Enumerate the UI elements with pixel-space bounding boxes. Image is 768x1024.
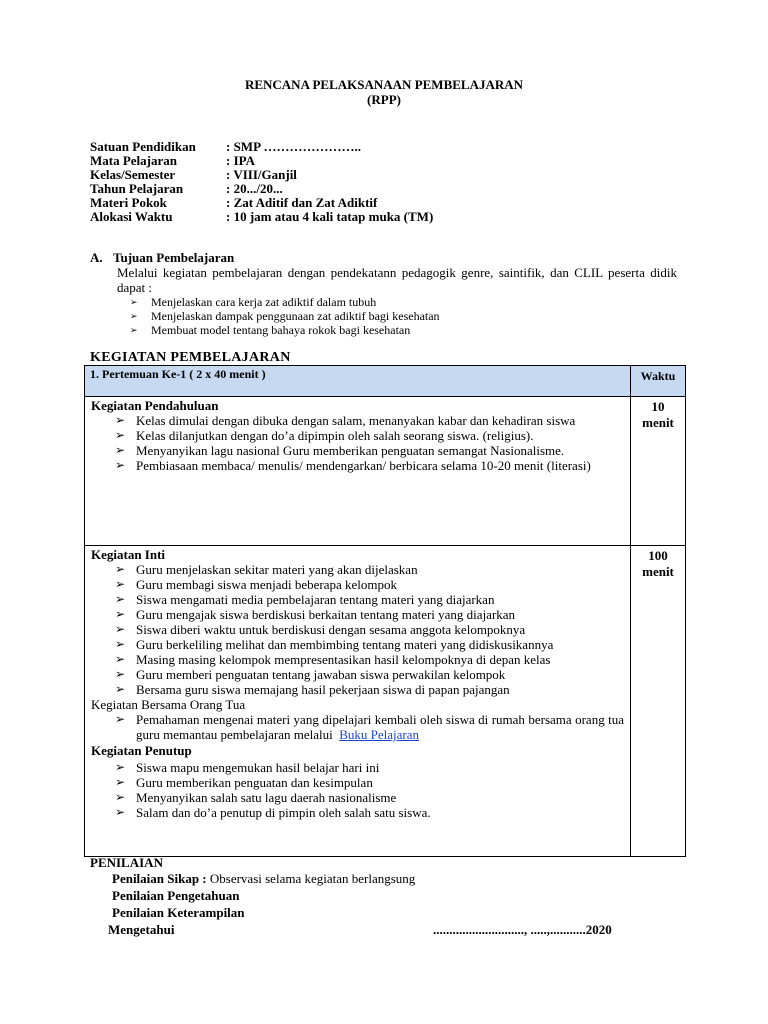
list-item-text: Siswa mapu mengemukan hasil belajar hari ini bbox=[136, 760, 380, 775]
arrow-bullet-icon: ➢ bbox=[130, 297, 138, 307]
list-item bbox=[115, 622, 624, 637]
pendahuluan-heading: Kegiatan Pendahuluan bbox=[91, 398, 219, 413]
list-item-text: Kelas dimulai dengan dibuka dengan salam, menanyakan kabar dan kehadiran siswa bbox=[136, 413, 576, 428]
identity-value: : 10 jam atau 4 kali tatap muka (TM) bbox=[226, 209, 434, 224]
penilaian-sikap bbox=[112, 871, 415, 887]
document-title: RENCANA PELAKSANAAN PEMBELAJARAN bbox=[244, 77, 524, 92]
header-waktu: Waktu bbox=[631, 366, 686, 397]
tujuan-item-text: Menjelaskan dampak penggunaan zat adiktif bagi kesehatan bbox=[151, 309, 440, 323]
penilaian-sikap-value: Observasi selama kegiatan berlangsung bbox=[209, 871, 416, 886]
identity-value: : 20.../20... bbox=[226, 181, 283, 196]
list-item-text: Guru mengajak siswa berdiskusi berkaitan tentang materi yang diajarkan bbox=[136, 607, 516, 622]
list-item bbox=[115, 682, 624, 697]
list-item bbox=[115, 428, 624, 443]
arrow-bullet-icon: ➢ bbox=[115, 652, 126, 666]
pendahuluan-cell bbox=[85, 397, 631, 546]
time-value: 100 bbox=[648, 548, 668, 563]
section-letter: A. bbox=[90, 250, 103, 265]
penilaian-keterampilan: Penilaian Keterampilan bbox=[112, 905, 245, 920]
pendahuluan-time bbox=[631, 397, 686, 546]
list-item bbox=[115, 562, 624, 577]
identity-label: Tahun Pelajaran bbox=[90, 181, 184, 196]
identity-value: : IPA bbox=[226, 153, 256, 168]
penilaian-pengetahuan: Penilaian Pengetahuan bbox=[112, 888, 240, 903]
list-item bbox=[115, 775, 624, 790]
identity-label: Mata Pelajaran bbox=[90, 153, 178, 168]
identity-value: : Zat Aditif dan Zat Adiktif bbox=[226, 195, 378, 210]
arrow-bullet-icon: ➢ bbox=[115, 458, 126, 472]
identity-label: Materi Pokok bbox=[90, 195, 167, 210]
arrow-bullet-icon: ➢ bbox=[115, 760, 126, 774]
list-item-text: Masing masing kelompok mempresentasikan hasil kelompoknya di depan kelas bbox=[136, 652, 551, 667]
arrow-bullet-icon: ➢ bbox=[115, 790, 126, 804]
arrow-bullet-icon: ➢ bbox=[115, 562, 126, 576]
document-subtitle: (RPP) bbox=[367, 92, 401, 107]
arrow-bullet-icon: ➢ bbox=[115, 577, 126, 591]
arrow-bullet-icon: ➢ bbox=[115, 712, 126, 726]
tujuan-intro: Melalui kegiatan pembelajaran dengan pendekatann pedagogik genre, saintifik, dan CLIL peserta didik dapat : bbox=[117, 265, 677, 295]
arrow-bullet-icon: ➢ bbox=[115, 682, 126, 696]
penilaian-sikap-label: Penilaian Sikap : bbox=[112, 871, 207, 886]
arrow-bullet-icon: ➢ bbox=[130, 311, 138, 321]
list-item bbox=[115, 607, 624, 622]
list-item bbox=[115, 413, 624, 428]
list-item-text: Pembiasaan membaca/ menulis/ mendengarkan/ berbicara selama 10-20 menit (literasi) bbox=[136, 458, 591, 473]
header-pertemuan: 1. Pertemuan Ke-1 ( 2 x 40 menit ) bbox=[85, 366, 631, 397]
time-value: 10 bbox=[651, 399, 665, 414]
list-item-text: Guru memberikan penguatan dan kesimpulan bbox=[136, 775, 373, 790]
kegiatan-title: KEGIATAN PEMBELAJARAN bbox=[90, 350, 291, 365]
orang-tua-heading: Kegiatan Bersama Orang Tua bbox=[91, 697, 246, 712]
list-item bbox=[115, 790, 624, 805]
tujuan-list bbox=[130, 295, 440, 337]
identity-label: Alokasi Waktu bbox=[90, 209, 173, 224]
list-item-text: Siswa diberi waktu untuk berdiskusi dengan sesama anggota kelompoknya bbox=[136, 622, 526, 637]
table-row-pendahuluan bbox=[85, 397, 686, 546]
list-item-text: Kelas dilanjutkan dengan do’a dipimpin oleh salah seorang siswa. (religius). bbox=[136, 428, 534, 443]
list-item-text: Bersama guru siswa memajang hasil pekerjaan siswa di papan pajangan bbox=[136, 682, 510, 697]
list-item bbox=[115, 667, 624, 682]
arrow-bullet-icon: ➢ bbox=[115, 805, 126, 819]
list-item-text: Salam dan do’a penutup di pimpin oleh salah satu siswa. bbox=[136, 805, 431, 820]
list-item-text: Guru memberi penguatan tentang jawaban siswa perwakilan kelompok bbox=[136, 667, 506, 682]
list-item-text: Menyanyikan salah satu lagu daerah nasionalisme bbox=[136, 790, 397, 805]
list-item bbox=[115, 760, 624, 775]
identity-value: : SMP ………………….. bbox=[226, 139, 362, 154]
arrow-bullet-icon: ➢ bbox=[115, 607, 126, 621]
list-item-text: Guru membagi siswa menjadi beberapa kelompok bbox=[136, 577, 398, 592]
tujuan-item bbox=[130, 295, 440, 309]
identity-label: Satuan Pendidikan bbox=[90, 139, 196, 154]
tujuan-heading bbox=[90, 250, 234, 266]
list-item bbox=[115, 592, 624, 607]
mengetahui-label: Mengetahui bbox=[108, 922, 175, 937]
table-header-row bbox=[85, 366, 686, 397]
identity-value: : VIII/Ganjil bbox=[226, 167, 297, 182]
list-item-text: Menyanyikan lagu nasional Guru memberikan penguatan semangat Nasionalisme. bbox=[136, 443, 565, 458]
list-item bbox=[115, 637, 624, 652]
penutup-heading: Kegiatan Penutup bbox=[91, 743, 192, 758]
list-item-text: Guru berkeliling melihat dan membimbing tentang materi yang didiskusikannya bbox=[136, 637, 554, 652]
penutup-list bbox=[91, 760, 624, 820]
arrow-bullet-icon: ➢ bbox=[115, 443, 126, 457]
table-row-inti bbox=[85, 546, 686, 857]
arrow-bullet-icon: ➢ bbox=[130, 325, 138, 335]
buku-pelajaran-link[interactable]: Buku Pelajaran bbox=[339, 727, 420, 742]
list-item bbox=[115, 652, 624, 667]
inti-cell bbox=[85, 546, 631, 857]
penilaian-heading: PENILAIAN bbox=[90, 855, 163, 870]
list-item bbox=[115, 443, 624, 458]
arrow-bullet-icon: ➢ bbox=[115, 592, 126, 606]
tujuan-item bbox=[130, 323, 440, 337]
tujuan-item bbox=[130, 309, 440, 323]
kegiatan-table bbox=[84, 365, 686, 857]
list-item-text: Pemahaman mengenai materi yang dipelajari kembali oleh siswa di rumah bersama orang tua guru memantau pembelajaran melalui bbox=[136, 712, 624, 742]
pendahuluan-list bbox=[91, 413, 624, 473]
list-item bbox=[115, 805, 624, 820]
identity-label: Kelas/Semester bbox=[90, 167, 176, 182]
arrow-bullet-icon: ➢ bbox=[115, 413, 126, 427]
tujuan-item-text: Membuat model tentang bahaya rokok bagi kesehatan bbox=[151, 323, 411, 337]
orang-tua-list bbox=[91, 712, 624, 742]
date-line: ............................, .....,...........2020 bbox=[433, 922, 612, 937]
arrow-bullet-icon: ➢ bbox=[115, 622, 126, 636]
arrow-bullet-icon: ➢ bbox=[115, 637, 126, 651]
inti-list bbox=[91, 562, 624, 697]
arrow-bullet-icon: ➢ bbox=[115, 775, 126, 789]
list-item bbox=[115, 577, 624, 592]
list-item bbox=[115, 712, 624, 742]
list-item bbox=[115, 458, 624, 473]
arrow-bullet-icon: ➢ bbox=[115, 667, 126, 681]
section-title: Tujuan Pembelajaran bbox=[113, 250, 235, 265]
list-item-text: Guru menjelaskan sekitar materi yang akan dijelaskan bbox=[136, 562, 418, 577]
time-unit: menit bbox=[642, 564, 674, 579]
time-unit: menit bbox=[642, 415, 674, 430]
arrow-bullet-icon: ➢ bbox=[115, 428, 126, 442]
tujuan-item-text: Menjelaskan cara kerja zat adiktif dalam tubuh bbox=[151, 295, 377, 309]
inti-time bbox=[631, 546, 686, 857]
list-item-text: Siswa mengamati media pembelajaran tentang materi yang diajarkan bbox=[136, 592, 495, 607]
inti-heading: Kegiatan Inti bbox=[91, 547, 166, 562]
